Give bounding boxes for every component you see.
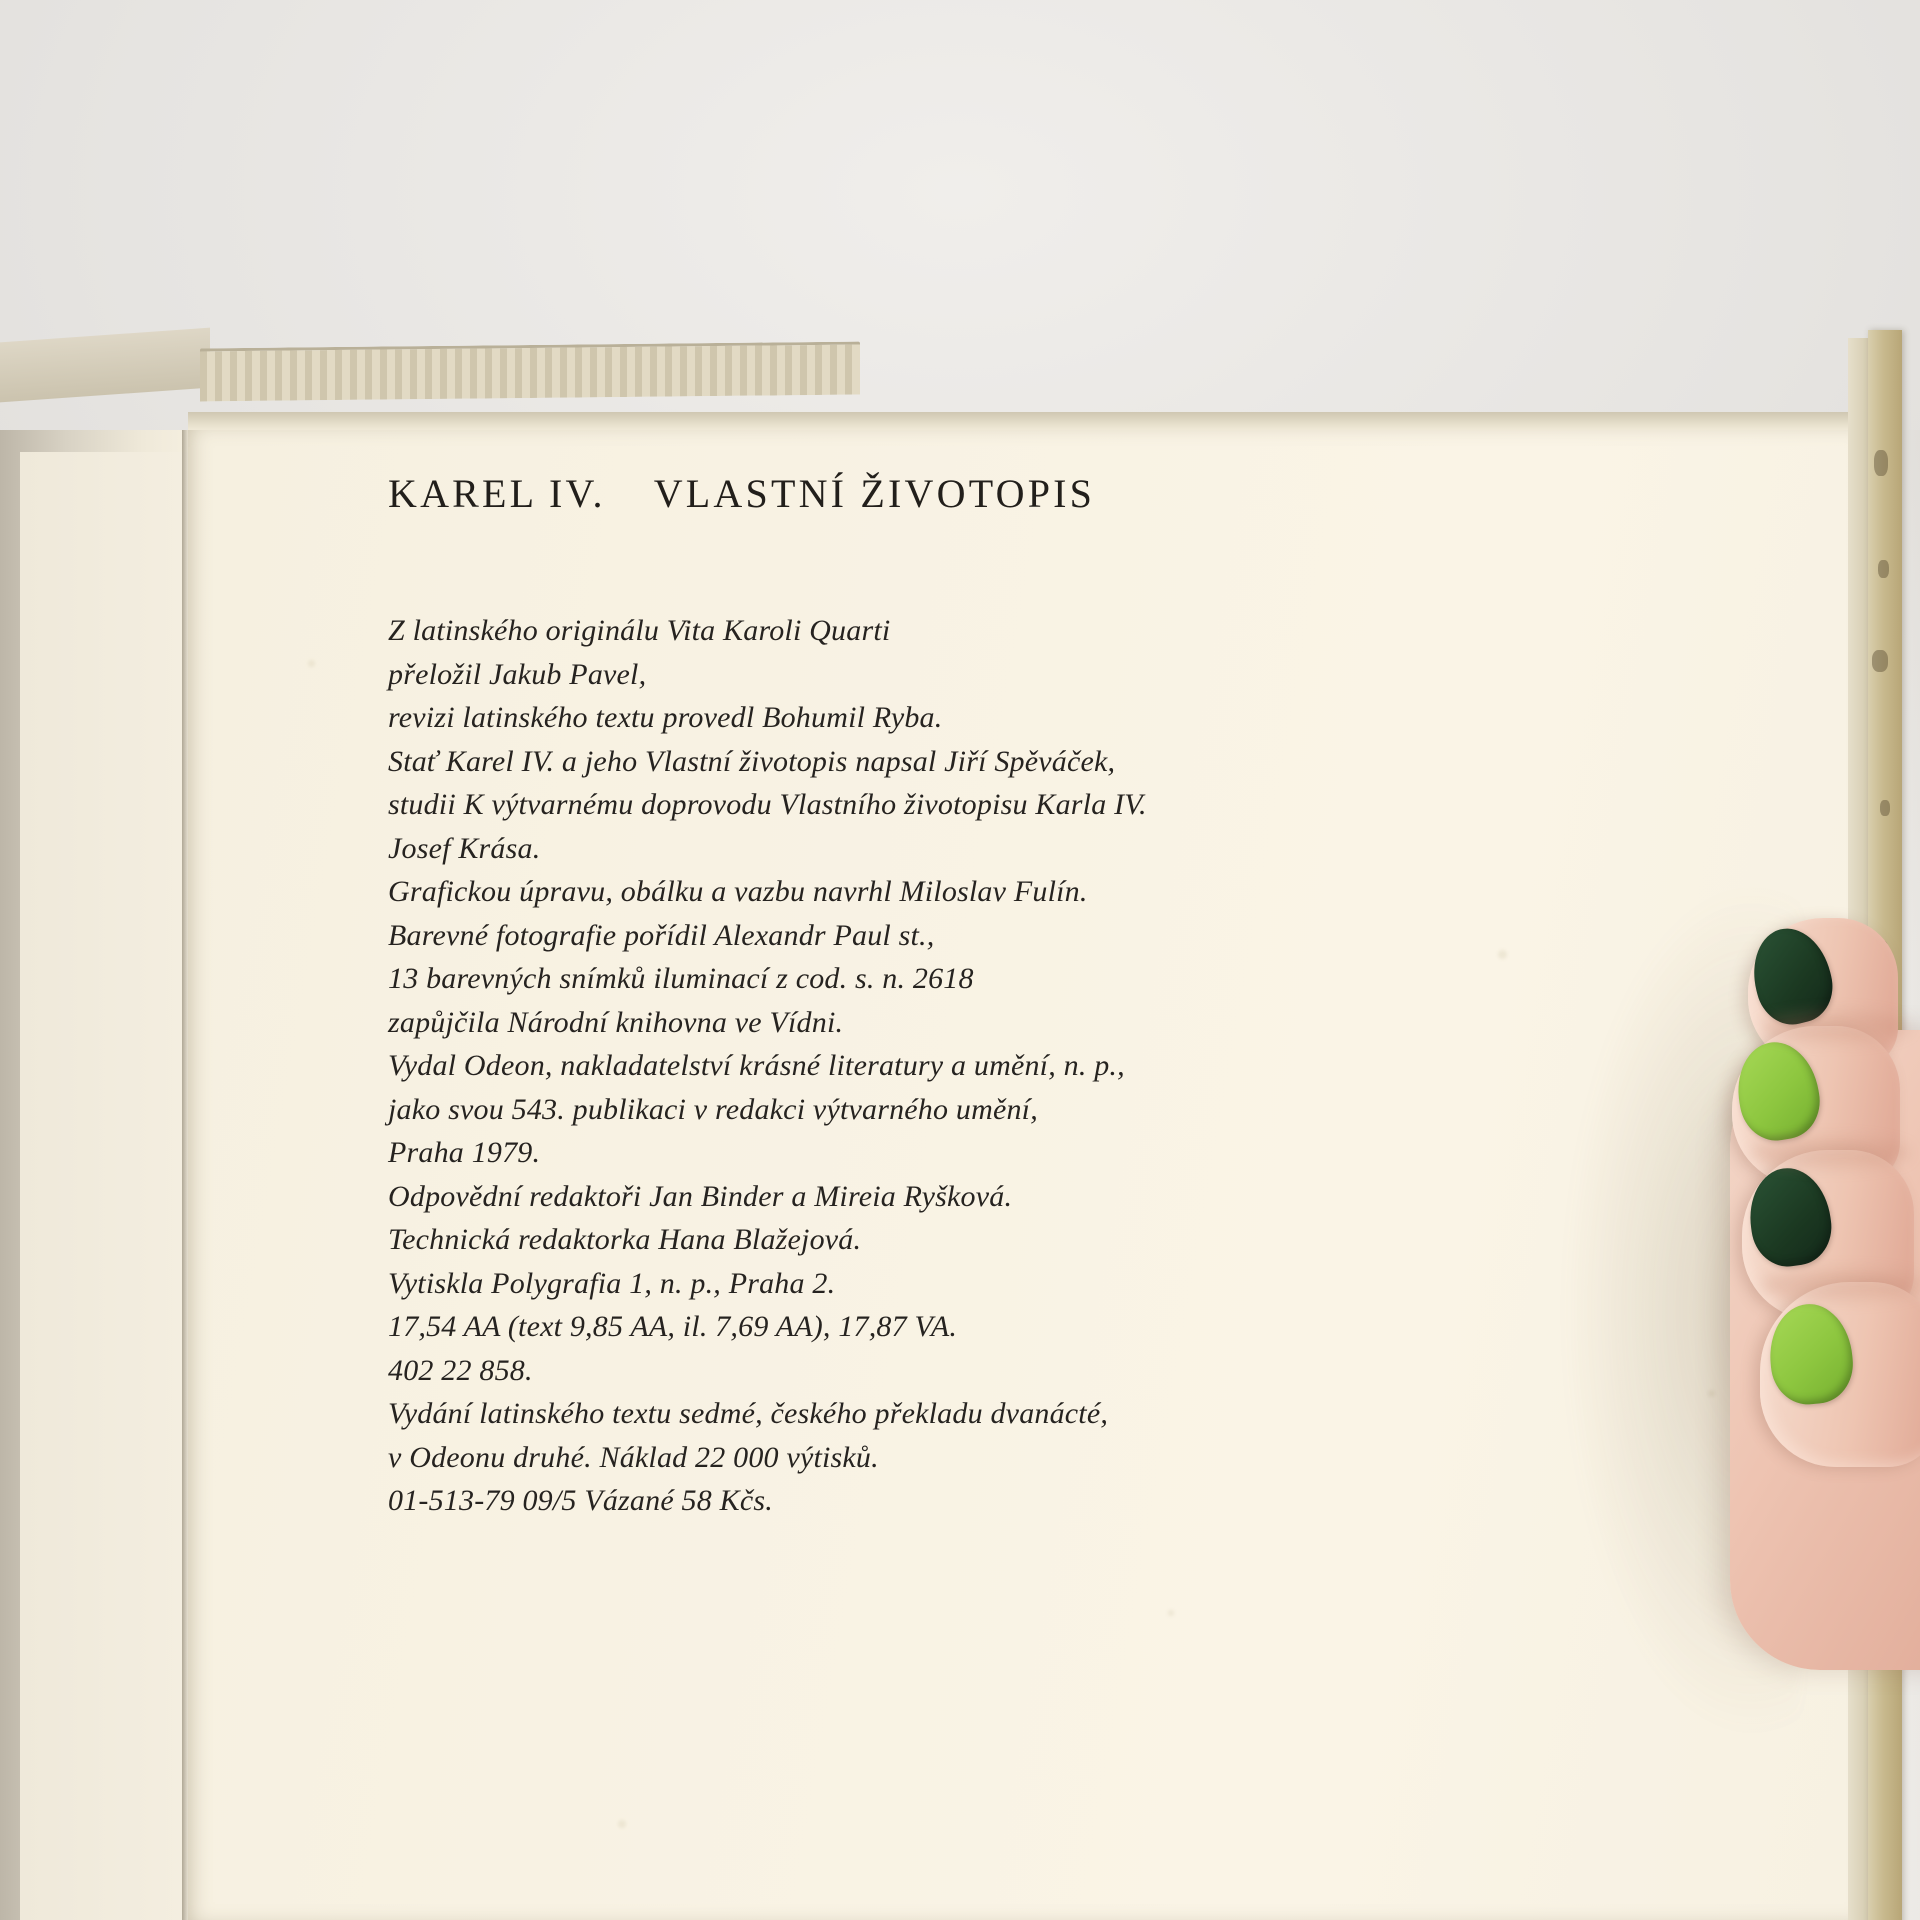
colophon-line: v Odeonu druhé. Náklad 22 000 výtisků. <box>388 1440 879 1474</box>
paper-speck <box>1168 1610 1174 1616</box>
colophon-line: Vytiskla Polygrafia 1, n. p., Praha 2. <box>388 1266 836 1300</box>
knuckle-shadow <box>1750 1138 1910 1168</box>
colophon-line: 17,54 AA (text 9,85 AA, il. 7,69 AA), 17,87 VA. <box>388 1310 958 1343</box>
page-verso <box>20 452 190 1920</box>
colophon-line: Z latinského originálu Vita Karoli Quarti <box>388 614 891 647</box>
colophon-line: Odpovědní redaktoři Jan Binder a Mireia Ryšková. <box>388 1179 1013 1213</box>
imprint-block <box>388 470 1588 1523</box>
colophon-line: Vydání latinského textu sedmé, českého překladu dvanácté, <box>388 1397 1109 1430</box>
colophon-line: zapůjčila Národní knihovna ve Vídni. <box>388 1005 844 1039</box>
colophon-line: Technická redaktorka Hana Blažejová. <box>388 1223 862 1256</box>
hand-holding-book <box>1610 900 1920 1730</box>
colophon-line: Vydal Odeon, nakladatelství krásné literatury a umění, n. p., <box>388 1049 1125 1082</box>
cover-speck <box>1874 450 1888 476</box>
colophon-line: Josef Krása. <box>388 831 541 865</box>
cover-speck <box>1872 650 1888 672</box>
cover-speck <box>1880 800 1890 816</box>
knuckle-shadow <box>1760 1012 1910 1042</box>
colophon-text <box>388 609 1588 1523</box>
colophon-line: studii K výtvarnému doprovodu Vlastního životopisu Karla IV. <box>388 788 1147 821</box>
knuckle-shadow <box>1760 1270 1920 1300</box>
paper-speck <box>618 1820 626 1828</box>
colophon-line: Grafickou úpravu, obálku a vazbu navrhl Miloslav Fulín. <box>388 875 1088 908</box>
book-title-line <box>388 470 1588 517</box>
colophon-line: revizi latinského textu provedl Bohumil Ryba. <box>388 701 943 734</box>
headband-red <box>40 333 215 386</box>
book-title: VLASTNÍ ŽIVOTOPIS <box>653 471 1096 516</box>
colophon-line: Praha 1979. <box>388 1136 541 1169</box>
paper-speck <box>308 660 315 667</box>
colophon-line: 402 22 858. <box>388 1353 533 1387</box>
cover-speck <box>1878 560 1889 578</box>
colophon-line: jako svou 543. publikaci v redakci výtvarného umění, <box>388 1092 1038 1126</box>
colophon-line: 01-513-79 09/5 Vázané 58 Kčs. <box>388 1484 773 1517</box>
colophon-line: přeložil Jakub Pavel, <box>388 657 647 691</box>
colophon-line: Stať Karel IV. a jeho Vlastní životopis napsal Jiří Spěváček, <box>388 744 1116 778</box>
colophon-line: 13 barevných snímků iluminací z cod. s. n. 2618 <box>388 962 974 995</box>
book-headband-cloth <box>200 342 860 402</box>
book-author: KAREL IV. <box>388 471 606 516</box>
colophon-line: Barevné fotografie pořídil Alexandr Paul st., <box>388 918 935 952</box>
